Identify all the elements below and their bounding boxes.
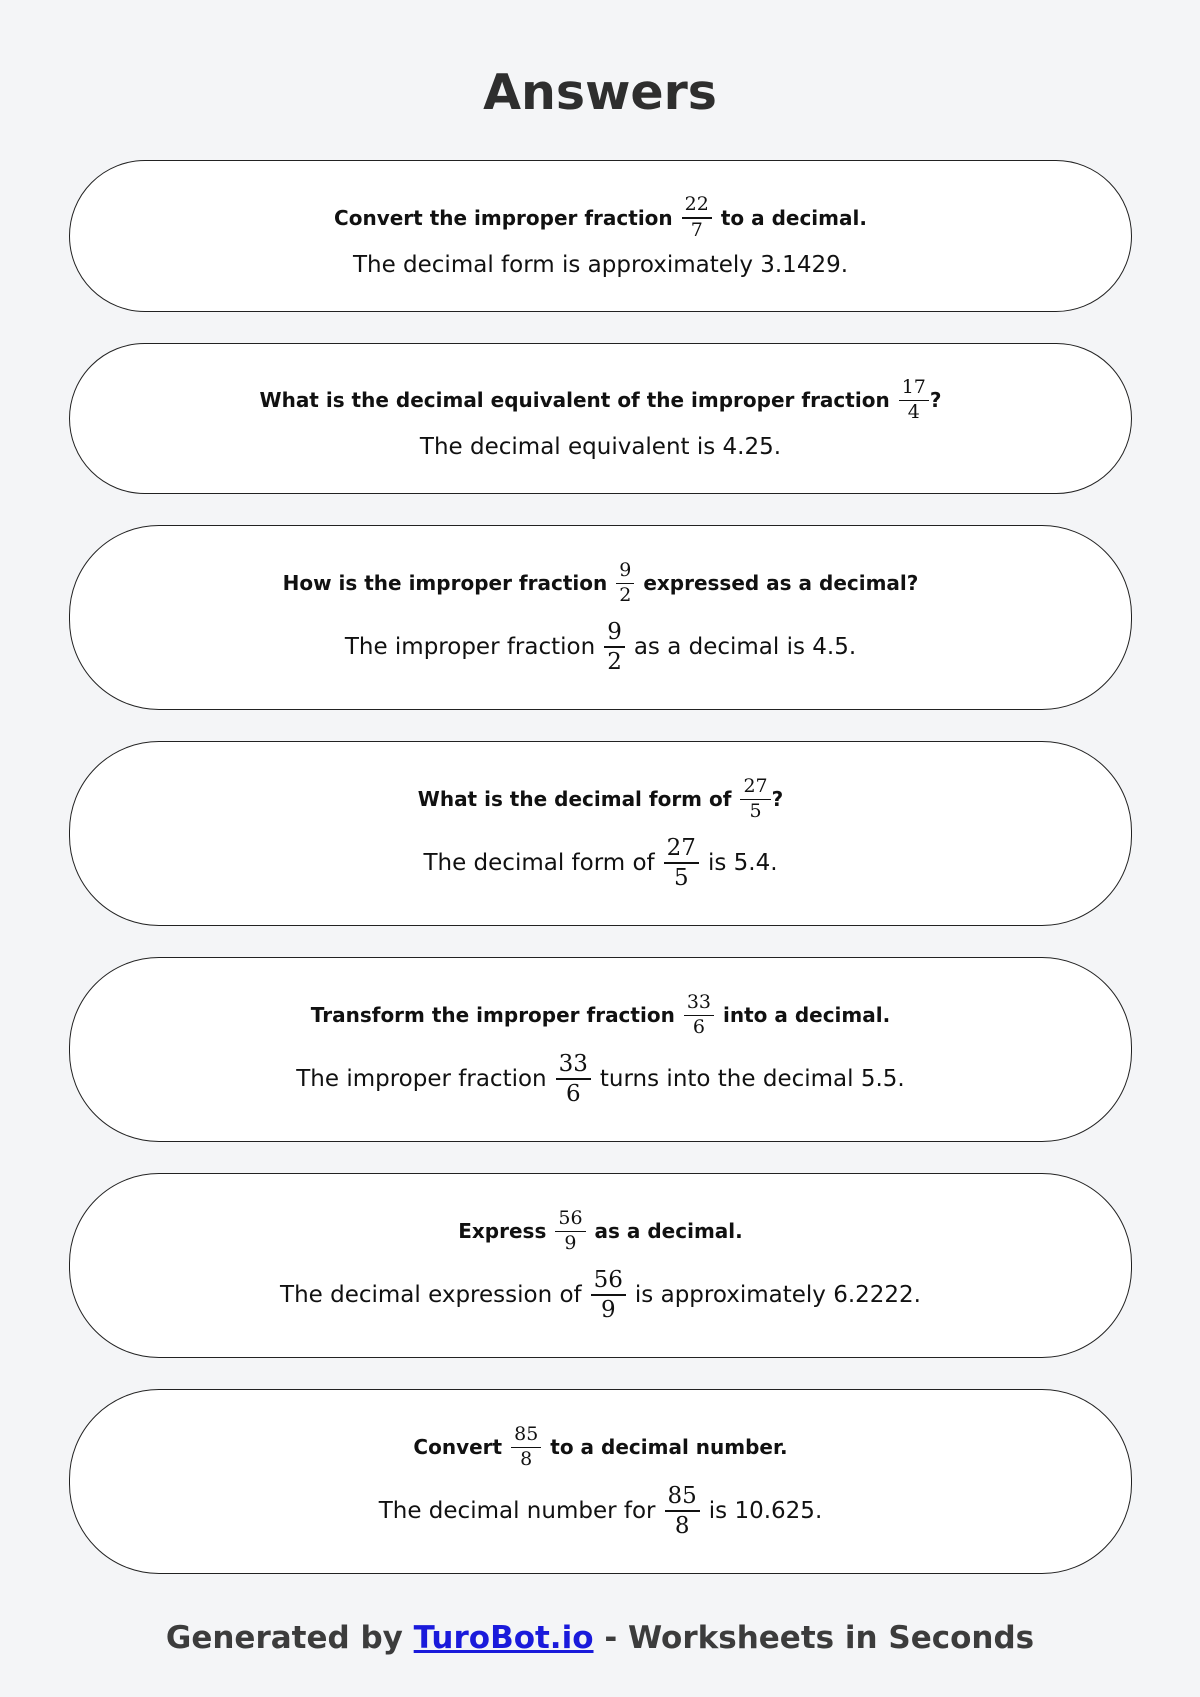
question-fraction	[740, 776, 770, 823]
fraction-denominator: 9	[600, 1296, 616, 1323]
fraction-bar	[556, 1078, 591, 1079]
fraction-numerator: 27	[743, 774, 768, 797]
question-text	[458, 1208, 743, 1255]
answer-text-before: The decimal equivalent is 4.25.	[419, 434, 782, 461]
question-fraction	[555, 1208, 585, 1255]
fraction-numerator: 85	[514, 1422, 539, 1445]
answer-text	[423, 835, 777, 891]
question-text-after: to a decimal number.	[550, 1435, 788, 1460]
fraction-numerator: 27	[666, 834, 696, 861]
answer-text	[420, 434, 781, 460]
fraction-numerator: 9	[607, 618, 622, 645]
question-text	[413, 1424, 787, 1471]
question-text-before: Convert	[413, 1435, 503, 1460]
answer-card	[69, 343, 1132, 494]
fraction-denominator: 7	[690, 218, 703, 241]
answer-text-after: is approximately 6.2222.	[634, 1282, 921, 1309]
answer-text-after: is 5.4.	[707, 850, 778, 877]
question-fraction	[684, 992, 714, 1039]
fraction-denominator: 2	[619, 584, 632, 607]
answer-text-before: The decimal number for	[378, 1498, 656, 1525]
question-text	[283, 560, 919, 607]
answer-fraction	[604, 619, 625, 675]
question-text-before: How is the improper fraction	[282, 571, 608, 596]
fraction-denominator: 5	[673, 864, 689, 891]
fraction-denominator: 6	[692, 1016, 705, 1039]
question-text-after: expressed as a decimal?	[643, 571, 919, 596]
answer-card	[69, 1173, 1132, 1358]
answer-text-after: turns into the decimal 5.5.	[599, 1066, 905, 1093]
answer-text-before: The decimal form of	[423, 850, 655, 877]
answer-card	[69, 160, 1132, 312]
question-text-before: What is the decimal equivalent of the improper fraction	[259, 388, 890, 413]
answer-fraction	[591, 1267, 626, 1323]
question-text-after: as a decimal.	[594, 1219, 743, 1244]
question-text-before: Transform the improper fraction	[310, 1003, 675, 1028]
fraction-denominator: 5	[749, 800, 762, 823]
fraction-numerator: 17	[901, 375, 926, 398]
question-text-after: into a decimal.	[723, 1003, 891, 1028]
question-text-before: Express	[458, 1219, 547, 1244]
question-text-after: to a decimal.	[720, 205, 867, 230]
fraction-denominator: 9	[564, 1232, 577, 1255]
question-fraction	[899, 377, 929, 424]
answer-text-before: The decimal form is approximately 3.1429.	[352, 251, 849, 278]
question-fraction	[682, 194, 712, 241]
page-title: Answers	[483, 64, 717, 121]
fraction-denominator: 8	[674, 1512, 690, 1539]
question-text-after: ?	[771, 787, 784, 812]
answer-text-after: as a decimal is 4.5.	[633, 634, 857, 661]
fraction-numerator: 9	[619, 558, 632, 581]
answer-fraction	[665, 1483, 700, 1539]
fraction-numerator: 33	[686, 990, 711, 1013]
fraction-bar	[665, 1510, 700, 1511]
answer-text-before: The decimal expression of	[280, 1282, 582, 1309]
fraction-denominator: 2	[607, 648, 622, 675]
answer-card	[69, 957, 1132, 1142]
answer-text	[353, 252, 848, 278]
question-fraction	[511, 1424, 541, 1471]
answer-card	[69, 525, 1132, 710]
answer-text	[345, 619, 856, 675]
fraction-numerator: 56	[593, 1266, 623, 1293]
fraction-numerator: 56	[558, 1206, 583, 1229]
question-text	[418, 776, 783, 823]
question-text-before: Convert the improper fraction	[334, 205, 673, 230]
answer-text-before: The improper fraction	[296, 1066, 547, 1093]
fraction-bar	[604, 646, 625, 647]
question-text	[311, 992, 890, 1039]
fraction-numerator: 33	[558, 1050, 588, 1077]
question-text-after: ?	[929, 388, 942, 413]
footer-prefix: Generated by	[165, 1620, 403, 1656]
fraction-numerator: 22	[684, 193, 709, 216]
fraction-numerator: 85	[667, 1482, 697, 1509]
answer-text	[280, 1267, 921, 1323]
answer-text-after: is 10.625.	[708, 1498, 823, 1525]
fraction-denominator: 8	[520, 1448, 533, 1471]
fraction-denominator: 6	[565, 1080, 581, 1107]
answer-fraction	[664, 835, 699, 891]
question-text	[334, 194, 867, 241]
answer-text	[296, 1051, 904, 1107]
fraction-bar	[591, 1294, 626, 1295]
question-text-before: What is the decimal form of	[417, 787, 732, 812]
answer-card	[69, 1389, 1132, 1574]
question-fraction	[616, 560, 634, 607]
fraction-bar	[664, 862, 699, 863]
answer-fraction	[556, 1051, 591, 1107]
answer-text-before: The improper fraction	[344, 634, 596, 661]
turobot-link[interactable]: TuroBot.io	[413, 1620, 594, 1656]
question-text	[260, 377, 942, 424]
fraction-denominator: 4	[907, 401, 920, 424]
answer-card	[69, 741, 1132, 926]
answer-text	[379, 1483, 823, 1539]
footer-suffix: - Worksheets in Seconds	[604, 1620, 1035, 1656]
footer	[0, 1620, 1200, 1656]
